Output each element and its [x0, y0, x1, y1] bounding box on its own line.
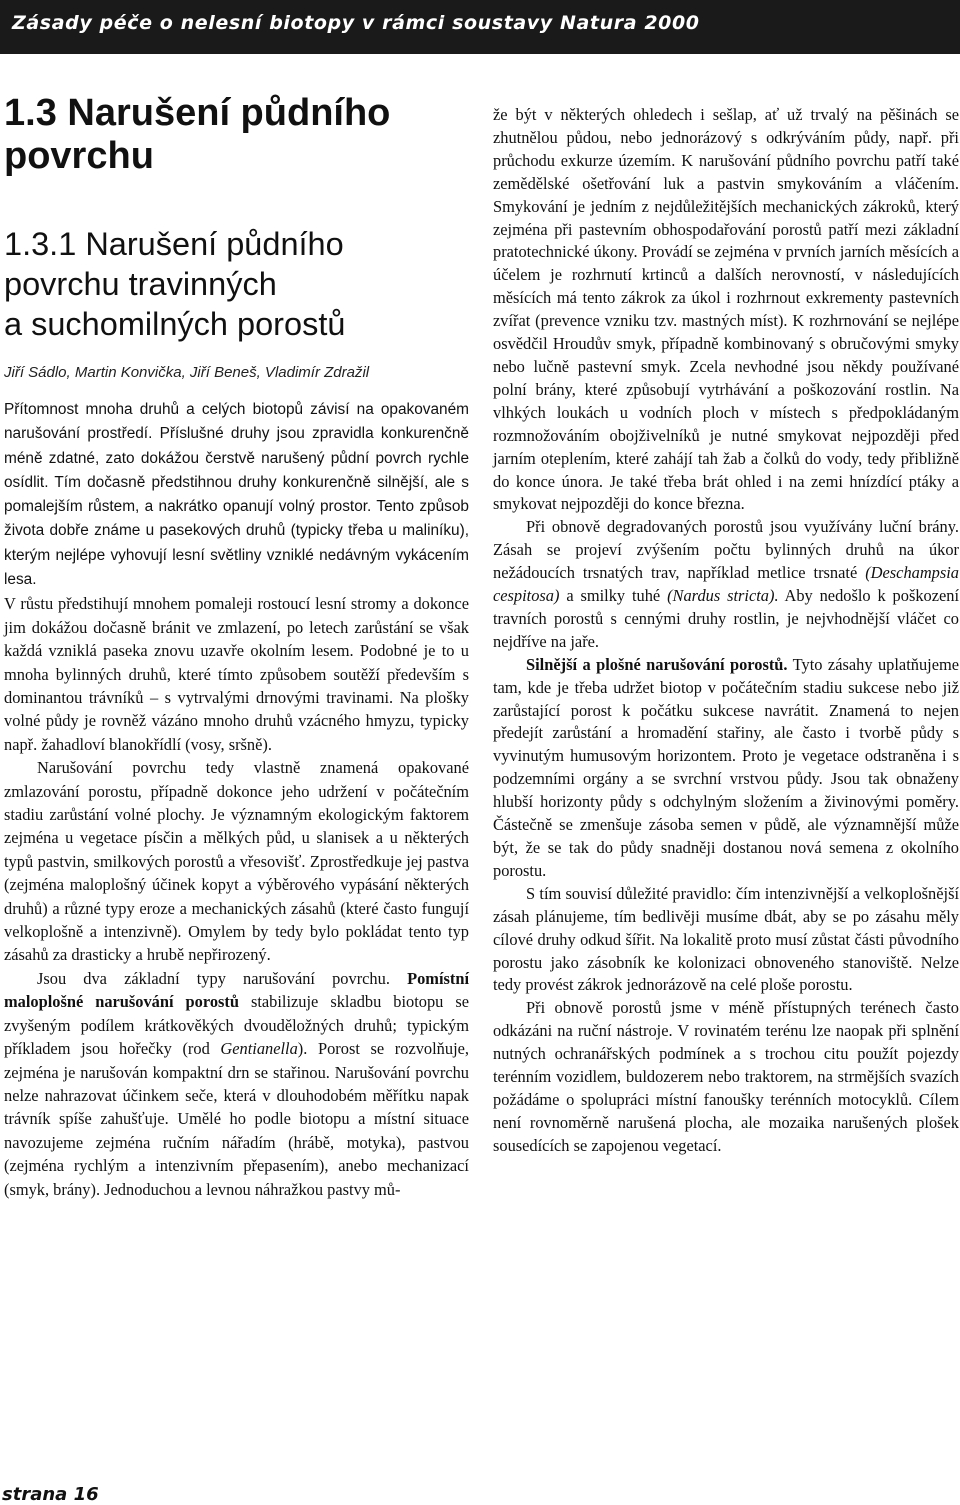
left-column [4, 92, 469, 1201]
left-body-serif [4, 592, 469, 1201]
right-paragraph-3 [493, 654, 959, 883]
left-p3-text-b: stabilizuje skladbu biotopu se zvyšeným podílem krátkověkých dvouděložných druhů; typickým příkladem jsou hořečky (rod [4, 992, 470, 1059]
right-paragraph-1: že být v některých ohledech i sešlap, ať už trvalý na pěšinách se zhutnělou půdou, nebo jednorázový s odkrýváním půdy, např. při průchodu exkurze územím. K narušování půdního povrchu patří také zemědělské ošetřování luk a pastvin smykováním a vláčením. Smykování je jedním z nejdůležitějších mechanických zákroků, který zejména při pastevním obhospodařování porostů patří mezi základní pratotechnické úkony. Provádí se zejména v prvních jarních měsících a účelem je rozhrnutí krtinců a dalších nerovností, v následujících měsících má tento zákrok za úkol i rozhrnout exkrementy pastevních zvířat (prevence vzniku tzv. mastných míst). K rozhrnování se nejlépe osvědčil Hroudův smyk, případně kombinovaný s obručovými smyky nebo lučně pastevní smyk. Zcela nevhodné jsou někdy používané polní brány, které způsobují vytrhávání a poškozování rostlin. Na vlhkých loukách u vodních ploch v místech s předpokládaným rozmnožováním obojživelníků je nutné smykovat nejpozději před jarním oteplením, které zahájí tah žab a čolků do vody, tedy přibližně do konce února. Je také třeba brát ohled i na zemi hnízdící ptáky a smykovat nejpozději do konce března. [493, 105, 959, 514]
page-number-footer: strana 16 [2, 1484, 99, 1505]
intro-text: Přítomnost mnoha druhů a celých biotopů závisí na opakovaném narušování prostředí. Příslušné druhy jsou zpravidla konkurenčně méně zdatné, zato dokážou čerstvě narušený půdní povrch rychle osídlit. Tím dočasně předstihnou druhy konkurenčně silnější, ale s pomalejším růstem, a nakrátko opanují volný prostor. Tento způsob života dobře známe u pasekových druhů (typicky třeba u maliníku), kterým nejlépe vyhovují lesní světliny vzniklé nedávným vykácením lesa. [4, 401, 469, 589]
section-heading: 1.3 Narušení půdního povrchu [4, 92, 391, 177]
right-p3-text: Tyto zásahy uplatňujeme tam, kde je třeba udržet biotop v počátečním stadiu sukcese nebo již zarůstající porost k počátku sukcese navrátit. Znamená to nejen předejít zarůstání a hromadění stařiny, ale často i tvorbě půdy s vyvinutým humusovým horizontem. Proto je vegetace odstraněna i s podzemními orgány a se svrchní vrstvou půdy. Jsou tak obnaženy hlubší horizonty půdy s odchylným složením a živinovými poměry. Částečně se zmenšuje zásoba semen v půdě, ale významnější může být, že se tak do půdy snadněji dostanou nová semena z okolního porostu. [493, 654, 959, 880]
left-paragraph-2: Narušování povrchu tedy vlastně znamená opakované zmlazování porostu, případně dokonce jeho udržení v počátečním stadiu zarůstání volné plochy. Je významným ekologickým faktorem zejména u vegetace písčin a mělkých půd, u slanisek a u některých typů pastvin, smilkových porostů a vřesovišť. Zprostředkuje jej pastva (zejména maloplošný účinek kopyt a výběrového vypásání některých druhů) a různé typy eroze a mechanických zásahů (které často fungují velkoplošně a intenzivně). Omylem by tedy bylo pokládat tento typ zásahů za drasticky a hrubě nepřirozený. [4, 758, 469, 965]
left-p3-bold-term: Pomístní maloplošné narušování porostů [4, 968, 469, 1012]
right-p2-text-a: Při obnově degradovaných porostů jsou využívány luční brány. Zásah se projeví zvýšením počtu bylinných druhů na úkor nežádoucích trsnatých trav, například metlice trsnaté [493, 517, 959, 583]
right-column [493, 104, 959, 1158]
subsection-heading-line1: 1.3.1 Narušení půdního [4, 226, 344, 262]
intro-paragraph-sans [4, 398, 469, 592]
left-p3-text-c: ). Porost se rozvolňuje, zejména je narušován kompaktní drn se stařinou. Narušování povrchu nelze nahrazovat účinkem seče, která v dlouhodobém měřítku napak trávník spíše zahušťuje. Umělé ho podle biotopu a místní situace navozujeme zejména ručním nářadím (hrábě, motyka), pastvou (zejména rychlým a intenzivním přepasením), anebo mechanizací (smyk, brány). Jednoduchou a levnou náhražkou pastvy mů- [4, 1039, 469, 1199]
left-paragraph-3 [4, 967, 469, 1201]
right-p3-bold-heading: Silnější a plošné narušování porostů. [526, 654, 788, 674]
subsection-heading [4, 224, 469, 344]
header-bar [0, 0, 960, 54]
right-p2-italic-2: (Nardus stricta). [667, 586, 779, 606]
subsection-heading-line3: a suchomilných porostů [4, 306, 346, 342]
right-paragraph-5: Při obnově porostů jsme v méně přístupných terénech často odkázáni na ruční nástroje. V rovinatém terénu lze naopak při splnění nutných ochranářských podmínek a s trochou citu použít pojezdy terénním vozidlem, buldozerem nebo traktorem, na strmějších svazích požádáme o spolupráci místní fanoušky terénních motocyklů. Cílem není rovnoměrně narušená plocha, ale mozaika narušených plošek sousedících se zapojenou vegetací. [493, 998, 959, 1155]
left-paragraph-1-cont: V růstu předstihují mnohem pomaleji rostoucí lesní stromy a dokonce jim dokážou dočasně bránit ve zmlazení, po letech zarůstání se však každá vzniklá paseka znovu uzavře okolním lesem. Podobné je to u mnoha bylinných druhů, které tímto způsobem soutěží především s dominantou trávníků – s vytrvalými drnovými travinami. Na plošky volné půdy je rovněž vázáno mnoho druhů vzácného hmyzu, typicky např. žahadloví blanokřídlí (vosy, sršně). [4, 594, 469, 754]
right-p2-text-b: a smilky tuhé [559, 586, 668, 606]
right-p2-italic-1: (Deschampsia cespitosa) [493, 563, 959, 606]
left-p3-text-a: Jsou dva základní typy narušování povrchu. [37, 968, 408, 988]
right-paragraph-2 [493, 516, 959, 653]
left-p3-italic-genus: Gentianella [220, 1039, 298, 1059]
right-p2-text-c: Aby nedošlo k poškození travních porostů s cennými druhy rostlin, je nejvhodnější vláčet co nejdříve na jaře. [493, 586, 960, 651]
subsection-heading-line2: povrchu travinných [4, 266, 277, 302]
running-header-title: Zásady péče o nelesní biotopy v rámci soustavy Natura 2000 [12, 12, 700, 34]
authors-line: Jiří Sádlo, Martin Konvička, Jiří Beneš, Vladimír Zdražil [4, 364, 370, 381]
right-paragraph-4: S tím souvisí důležité pravidlo: čím intenzivnější a velkoplošnější zásah plánujeme, tím bedlivěji musíme dbát, aby se po zásahu měly cílové druhy odkud šířit. Na lokalitě proto musí zůstat části původního porostu jako zásobník ke kolonizaci obnoveného stanoviště. Nelze tedy provést zákrok jednorázově na celé ploše porostu. [493, 883, 959, 995]
